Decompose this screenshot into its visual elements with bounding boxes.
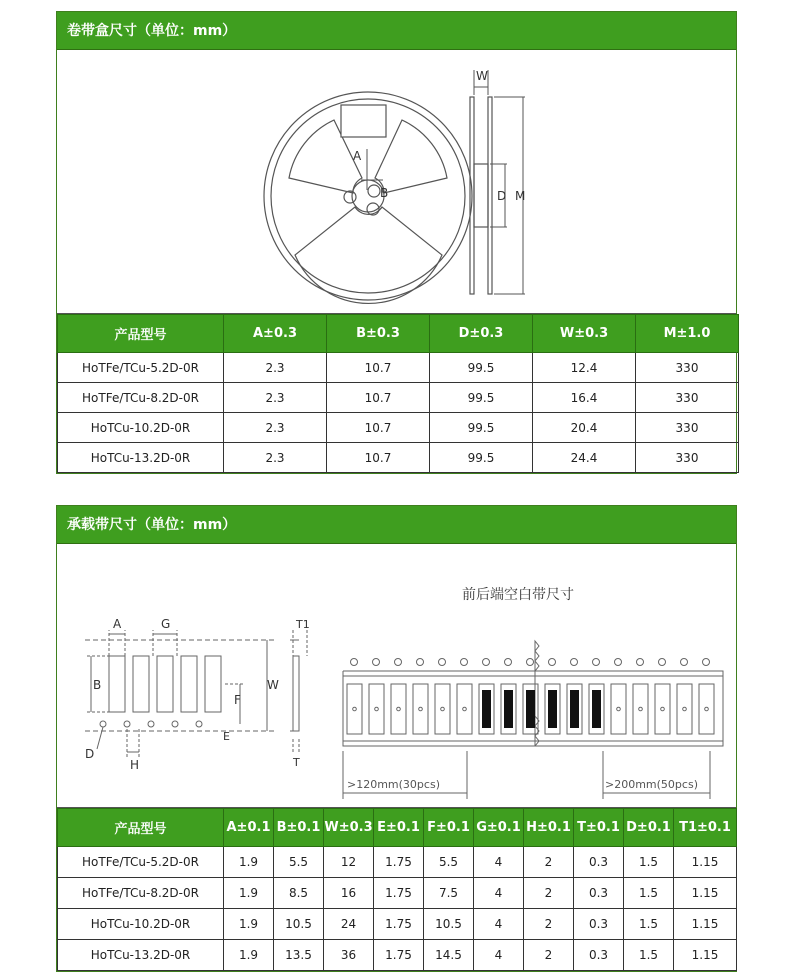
- sprocket-hole: [172, 721, 178, 727]
- pocket-hole: [683, 707, 687, 711]
- reel-section-title: 卷带盒尺寸（单位：mm）: [57, 12, 736, 50]
- header-model: 产品型号: [58, 809, 224, 847]
- tape-label-g: G: [161, 617, 171, 631]
- cell: 99.5: [430, 383, 533, 413]
- tape-pocket: [611, 684, 626, 734]
- header-w: W±0.3: [324, 809, 374, 847]
- leader-tape-title: 前后端空白带尺寸: [462, 587, 574, 603]
- cell: 1.5: [624, 878, 674, 909]
- cell: 0.3: [574, 847, 624, 878]
- reel-label-w: W: [476, 69, 488, 83]
- component-in-pocket: [482, 690, 491, 728]
- header-f: F±0.1: [424, 809, 474, 847]
- header-h: H±0.1: [524, 809, 574, 847]
- cell: 4: [474, 940, 524, 971]
- tape-pocket: [157, 656, 173, 712]
- tape-pocket: [655, 684, 670, 734]
- sprocket-hole: [124, 721, 130, 727]
- table-row: [58, 383, 739, 413]
- tape-pocket: [633, 684, 648, 734]
- cell: HoTFe/TCu-8.2D-0R: [58, 878, 224, 909]
- cell: 330: [636, 413, 739, 443]
- pocket-hole: [661, 707, 665, 711]
- header-b: B±0.1: [274, 809, 324, 847]
- header-b: B±0.3: [327, 315, 430, 353]
- table-row: [58, 443, 739, 473]
- pocket-hole: [353, 707, 357, 711]
- pocket-hole: [639, 707, 643, 711]
- cell: 2: [524, 847, 574, 878]
- cell: 2.3: [224, 383, 327, 413]
- tape-label-d: D: [85, 747, 95, 761]
- tape-pocket: [133, 656, 149, 712]
- cell: 1.5: [624, 940, 674, 971]
- tape-label-e: E: [223, 730, 230, 743]
- cell: 8.5: [274, 878, 324, 909]
- cell: 10.7: [327, 413, 430, 443]
- table-row: [58, 878, 737, 909]
- sprocket-hole: [571, 659, 578, 666]
- tape-pocket: [181, 656, 197, 712]
- sprocket-hole: [659, 659, 666, 666]
- reel-label-d: D: [497, 189, 507, 203]
- header-m: M±1.0: [636, 315, 739, 353]
- sprocket-hole: [417, 659, 424, 666]
- cell: 1.75: [374, 909, 424, 940]
- reel-window: [295, 207, 442, 303]
- sprocket-hole: [637, 659, 644, 666]
- cell: 1.75: [374, 878, 424, 909]
- sprocket-hole: [483, 659, 490, 666]
- cell: 1.75: [374, 847, 424, 878]
- cell: 330: [636, 383, 739, 413]
- header-e: E±0.1: [374, 809, 424, 847]
- pocket-hole: [397, 707, 401, 711]
- cell: 1.15: [674, 940, 737, 971]
- tape-pocket: [347, 684, 362, 734]
- sprocket-hole: [681, 659, 688, 666]
- cell: 0.3: [574, 878, 624, 909]
- header-a: A±0.3: [224, 315, 327, 353]
- cell: 14.5: [424, 940, 474, 971]
- cell: 10.7: [327, 383, 430, 413]
- cell: 4: [474, 909, 524, 940]
- tape-label-t: T: [293, 756, 300, 769]
- cell: 330: [636, 443, 739, 473]
- sprocket-hole: [615, 659, 622, 666]
- pocket-hole: [705, 707, 709, 711]
- tape-side-view: [293, 656, 299, 731]
- header-t: T±0.1: [574, 809, 624, 847]
- cell: 7.5: [424, 878, 474, 909]
- table-header-row: [58, 809, 737, 847]
- cell: 5.5: [424, 847, 474, 878]
- tape-label-h: H: [130, 758, 140, 772]
- tape-pocket: [109, 656, 125, 712]
- table-row: [58, 847, 737, 878]
- reel-diagram: [57, 50, 736, 313]
- cell: 1.5: [624, 847, 674, 878]
- tape-label-b: B: [93, 678, 102, 692]
- cell: 1.9: [224, 940, 274, 971]
- cell: 20.4: [533, 413, 636, 443]
- cell: 12.4: [533, 353, 636, 383]
- cell: 24.4: [533, 443, 636, 473]
- tape-section-title: 承载带尺寸（单位：mm）: [57, 506, 736, 544]
- reel-label-area: [341, 105, 386, 137]
- cell: HoTCu-13.2D-0R: [58, 443, 224, 473]
- cell: 99.5: [430, 353, 533, 383]
- header-model: 产品型号: [58, 315, 224, 353]
- sprocket-hole: [461, 659, 468, 666]
- cell: 10.5: [274, 909, 324, 940]
- component-in-pocket: [504, 690, 513, 728]
- cell: 2: [524, 909, 574, 940]
- rear-leader-note: >200mm(50pcs): [605, 778, 698, 791]
- cell: 10.7: [327, 443, 430, 473]
- cell: HoTFe/TCu-8.2D-0R: [58, 383, 224, 413]
- pocket-hole: [617, 707, 621, 711]
- header-d: D±0.3: [430, 315, 533, 353]
- table-row: [58, 909, 737, 940]
- strip-pockets: [347, 659, 714, 735]
- cell: 16.4: [533, 383, 636, 413]
- tape-pocket: [435, 684, 450, 734]
- tape-diagram: [57, 544, 736, 807]
- reel-hub-hole: [368, 185, 380, 197]
- cell: 2: [524, 940, 574, 971]
- sprocket-hole: [395, 659, 402, 666]
- component-in-pocket: [592, 690, 601, 728]
- table-row: [58, 413, 739, 443]
- tape-pocket: [457, 684, 472, 734]
- tape-spec-table: [57, 808, 737, 971]
- cell: 1.9: [224, 878, 274, 909]
- pocket-hole: [441, 707, 445, 711]
- cell: 5.5: [274, 847, 324, 878]
- cell: 99.5: [430, 443, 533, 473]
- header-t1: T1±0.1: [674, 809, 737, 847]
- header-d: D±0.1: [624, 809, 674, 847]
- header-g: G±0.1: [474, 809, 524, 847]
- cell: 24: [324, 909, 374, 940]
- component-in-pocket: [570, 690, 579, 728]
- header-a: A±0.1: [224, 809, 274, 847]
- cell: 2.3: [224, 413, 327, 443]
- pocket-hole: [419, 707, 423, 711]
- cell: 4: [474, 847, 524, 878]
- cell: 1.9: [224, 847, 274, 878]
- tape-label-f: F: [234, 693, 241, 707]
- sprocket-hole: [549, 659, 556, 666]
- cell: 99.5: [430, 413, 533, 443]
- sprocket-hole: [505, 659, 512, 666]
- reel-spec-table: [57, 314, 739, 473]
- cell: HoTCu-10.2D-0R: [58, 413, 224, 443]
- tape-strip-right: [535, 671, 723, 746]
- cell: 13.5: [274, 940, 324, 971]
- table-header-row: [58, 315, 739, 353]
- header-w: W±0.3: [533, 315, 636, 353]
- cell: 10.5: [424, 909, 474, 940]
- cell: 330: [636, 353, 739, 383]
- cell: 1.9: [224, 909, 274, 940]
- cell: 1.15: [674, 878, 737, 909]
- tape-pocket: [413, 684, 428, 734]
- cell: 1.15: [674, 909, 737, 940]
- front-leader-note: >120mm(30pcs): [347, 778, 440, 791]
- cell: 12: [324, 847, 374, 878]
- reel-label-a: A: [353, 149, 362, 163]
- cell: 2: [524, 878, 574, 909]
- tape-label-w: W: [267, 678, 279, 692]
- reel-label-m: M: [515, 189, 526, 203]
- sprocket-hole: [439, 659, 446, 666]
- cell: HoTCu-10.2D-0R: [58, 909, 224, 940]
- pocket-hole: [375, 707, 379, 711]
- tape-figure: [57, 544, 736, 808]
- tape-label-a: A: [113, 617, 122, 631]
- reel-side-hub: [474, 164, 488, 227]
- tape-pocket: [205, 656, 221, 712]
- table-row: [58, 940, 737, 971]
- tape-label-t1: T1: [296, 618, 310, 631]
- sprocket-hole: [593, 659, 600, 666]
- tape-pocket: [391, 684, 406, 734]
- cell: 36: [324, 940, 374, 971]
- cell: 1.5: [624, 909, 674, 940]
- cell: 1.75: [374, 940, 424, 971]
- cell: HoTFe/TCu-5.2D-0R: [58, 353, 224, 383]
- cell: 1.15: [674, 847, 737, 878]
- cell: 2.3: [224, 353, 327, 383]
- sprocket-hole: [703, 659, 710, 666]
- cell: 0.3: [574, 909, 624, 940]
- sprocket-hole: [527, 659, 534, 666]
- cell: 4: [474, 878, 524, 909]
- tape-section: [56, 505, 737, 972]
- cell: 0.3: [574, 940, 624, 971]
- cell: HoTFe/TCu-5.2D-0R: [58, 847, 224, 878]
- sprocket-hole: [373, 659, 380, 666]
- reel-figure: [57, 50, 736, 314]
- tape-pocket: [369, 684, 384, 734]
- cell: HoTCu-13.2D-0R: [58, 940, 224, 971]
- reel-section: [56, 11, 737, 474]
- component-in-pocket: [526, 690, 535, 728]
- tape-pocket: [699, 684, 714, 734]
- sprocket-hole: [351, 659, 358, 666]
- cell: 2.3: [224, 443, 327, 473]
- component-in-pocket: [548, 690, 557, 728]
- table-row: [58, 353, 739, 383]
- tape-pocket: [677, 684, 692, 734]
- reel-label-b: B: [380, 186, 389, 200]
- sprocket-hole: [100, 721, 106, 727]
- pocket-hole: [463, 707, 467, 711]
- reel-side-flange: [488, 97, 492, 294]
- sprocket-hole: [148, 721, 154, 727]
- cell: 10.7: [327, 353, 430, 383]
- cell: 16: [324, 878, 374, 909]
- sprocket-hole: [196, 721, 202, 727]
